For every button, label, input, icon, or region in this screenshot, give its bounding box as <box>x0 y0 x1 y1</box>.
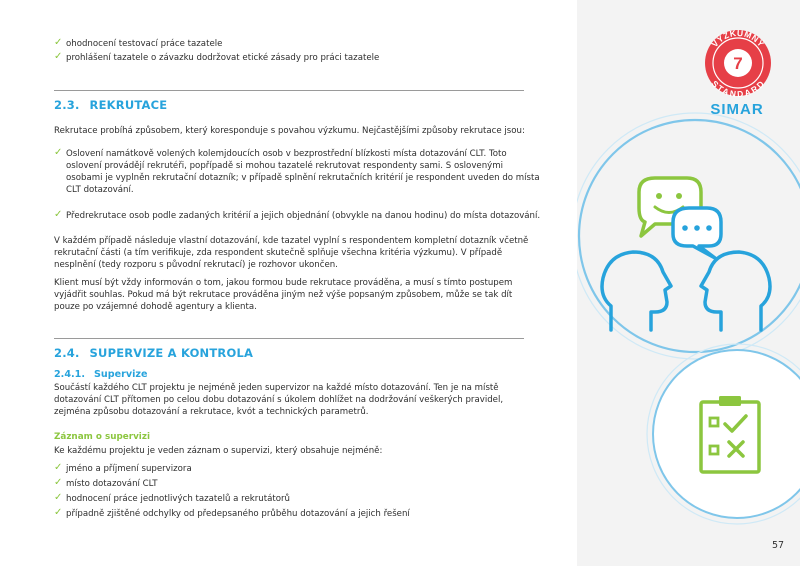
section-number: 2.4. <box>54 346 80 360</box>
paragraph-line: V každém případě následuje vlastní dotazování, kde tazatel vyplní s respondentem kompletní dotazník včetně <box>54 236 529 246</box>
side-panel <box>577 0 800 566</box>
chat-bubble-icon <box>673 208 721 258</box>
section-number: 2.3. <box>54 98 80 112</box>
check-icon: ✓ <box>54 209 63 220</box>
paragraph-line: rekrutační části (a tím verifikuje, zda respondent skutečně splňuje všechna kritéria výzkumu). V případě <box>54 248 503 258</box>
paragraph-line: zejména způsobu dotazování a rekrutace, kvót a technických parametrů. <box>54 407 369 417</box>
list-item: jméno a příjmení supervizora <box>66 464 192 474</box>
list-item: prohlášení tazatele o závazku dodržovat etické zásady pro práci tazatele <box>66 53 380 63</box>
badge-bottom-text: STANDARD <box>709 78 767 100</box>
section-intro: Rekrutace probíhá způsobem, který koresponduje s povahou výzkumu. Nejčastějšími způsoby rekrutace jsou: <box>54 126 525 136</box>
page-number: 57 <box>772 540 785 551</box>
record-heading: Záznam o supervizi <box>54 432 150 442</box>
list-item-line: CLT dotazování. <box>66 185 134 195</box>
paragraph-line: nesplnění (tedy rozporu s původní rekrutací) je rozhovor ukončen. <box>54 260 338 270</box>
brand-logo: SIMAR <box>710 101 764 118</box>
check-icon: ✓ <box>54 51 63 62</box>
paragraph-line: pouze po vzájemné dohodě agentury a klienta. <box>54 302 257 312</box>
list-item-line: Oslovení namátkově volených kolemjdoucích osob v bezprostřední blízkosti místa dotazování CLT. Toto <box>66 149 507 159</box>
badge-top-text: VÝZKUMNÝ <box>709 27 767 50</box>
list-item: ohodnocení testovací práce tazatele <box>66 39 223 49</box>
section-title: REKRUTACE <box>89 98 168 112</box>
list-item: případně zjištěné odchylky od předepsaného průběhu dotazování a jejich řešení <box>66 509 410 519</box>
head-icon <box>701 252 770 330</box>
list-item-line: oslovení provádějí rekrutéři, popřípadě si mohou tazatelé rekrutovat respondenty sami. S oslovenými <box>66 161 503 171</box>
badge-number: 7 <box>733 54 743 73</box>
check-icon: ✓ <box>54 507 63 518</box>
check-icon: ✓ <box>54 477 63 488</box>
check-icon: ✓ <box>54 147 63 158</box>
list-item-line: osobami je vyplněn rekrutační dotazník; v případě splnění rekrutačních kritérií je respondent uveden do místa <box>66 173 540 183</box>
head-icon <box>602 252 671 330</box>
list-item: hodnocení práce jednotlivých tazatelů a rekrutátorů <box>66 494 290 504</box>
list-item: Předrekrutace osob podle zadaných kritérií a jejich objednání (obvykle na danou hodinu) do místa dotazování. <box>66 211 541 221</box>
subsection-number: 2.4.1. <box>54 369 85 380</box>
section-title: SUPERVIZE A KONTROLA <box>89 346 254 360</box>
check-icon: ✓ <box>54 462 63 473</box>
paragraph-line: Součástí každého CLT projektu je nejméně jeden supervizor na každé místo dotazování. Ten je na místě <box>54 383 499 393</box>
section-divider <box>54 90 524 91</box>
check-icon: ✓ <box>54 492 63 503</box>
section-heading <box>54 98 167 112</box>
check-icon: ✓ <box>54 37 63 48</box>
subsection-heading <box>54 369 147 380</box>
paragraph-line: dotazování CLT přítomen po celou dobu dotazování s úkolem dohlížet na dodržování veškerých pravidel, <box>54 395 504 405</box>
section-heading <box>54 346 253 360</box>
paragraph-line: Klient musí být vždy informován o tom, jakou formou bude rekrutace prováděna, a musí s tímto postupem <box>54 278 513 288</box>
subsection-title: Supervize <box>93 369 148 380</box>
paragraph-line: vyjádřit souhlas. Pokud má být rekrutace prováděna jiným než výše popsaným způsobem, může se tak dít <box>54 290 513 300</box>
record-intro: Ke každému projektu je veden záznam o supervizi, který obsahuje nejméně: <box>54 446 383 456</box>
decorative-circle <box>653 350 800 518</box>
badge-text-layer <box>577 0 800 130</box>
section-divider <box>54 338 524 339</box>
list-item: místo dotazování CLT <box>66 479 158 489</box>
